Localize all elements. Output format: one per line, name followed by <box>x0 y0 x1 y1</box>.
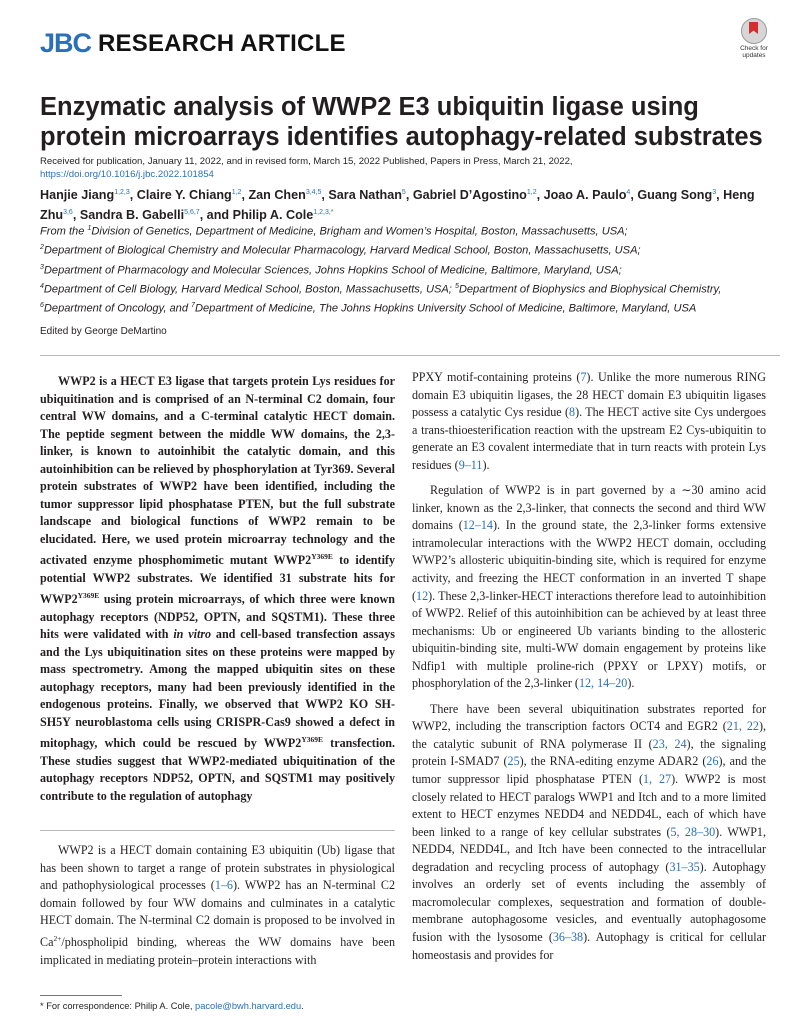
author-affiliation-marker: 1,2 <box>231 189 242 196</box>
body-paragraph-1 <box>412 369 766 474</box>
article-title: Enzymatic analysis of WWP2 E3 ubiquitin ligase using protein microarrays identifies autophagy-related substrates <box>40 93 763 151</box>
author-separator: , <box>72 208 80 223</box>
author-affiliation-marker: 3,6 <box>63 209 73 217</box>
journal-logo: JBC <box>40 28 92 58</box>
author-separator: , <box>129 188 137 203</box>
author-name: Gabriel D’Agostino <box>412 188 527 203</box>
reference-link[interactable]: 12, 14–20 <box>578 676 628 691</box>
correspondence-footnote: * For correspondence: Philip A. Cole, pacole@bwh.harvard.edu. <box>40 1001 304 1011</box>
affiliation-3: $^3$Department of Pharmacology and Molecular Sciences, Johns Hopkins School of Medicine, Baltimore, Maryland, USA; <box>40 263 622 277</box>
author-name: Hanjie Jiang <box>40 188 115 203</box>
header-divider <box>40 355 780 356</box>
body-text: ). WWP1, NEDD4, NEDD4L, and Itch have been connected to the intracellular degradation and recycling process of autophagy ( <box>412 824 766 874</box>
author-separator: , <box>716 188 724 203</box>
author-separator: , <box>241 188 249 203</box>
affiliations <box>40 221 780 317</box>
reference-link[interactable]: 26 <box>706 754 719 769</box>
affiliation-4: $^4$Department of Cell Biology, Harvard Medical School, Boston, Massachusetts, USA; $^5$Department of Biophysics and Biophysical Chemistry, $^6$Department of Oncology, and $^7$Department of Medicine, The Johns Hopkins University School of Medicine, Baltimore, Maryland, USA <box>40 282 722 315</box>
author-separator: , <box>630 188 638 203</box>
author-name: Claire Y. Chiang <box>136 188 232 203</box>
body-paragraph-2 <box>412 482 766 693</box>
article-type-label: RESEARCH ARTICLE <box>98 30 346 57</box>
author-separator: , <box>405 188 413 203</box>
body-text: There have been several ubiquitination substrates reported for WWP2, including the transcription factors OCT4 and EGR2 ( <box>412 701 766 734</box>
body-text: ). Unlike the more numerous RING domain E3 ubiquitin ligases, the 28 HECT domain E3 ubiquitin ligases possess a catalytic Cys residue ( <box>412 370 766 420</box>
badge-label: Check for updates <box>740 45 768 59</box>
body-text: ). Autophagy involves an orderly set of events including the assembly of macromolecular complexes, sequestration and formation of double-membrane autophagosome vesicles, and eventually autophagosome fusion with the lysosome ( <box>412 859 766 944</box>
author-name: Zan Chen <box>248 188 306 203</box>
reference-link[interactable]: 8 <box>569 405 576 420</box>
reference-link[interactable]: 12 <box>416 588 429 603</box>
author-name: Heng Zhu <box>40 188 755 223</box>
body-text: ), the signaling protein I-SMAD7 ( <box>412 736 767 769</box>
body-text: ). Autophagy is critical for cellular homeostasis and provides for <box>412 929 766 962</box>
author-name: Guang Song <box>637 188 713 203</box>
reference-link[interactable]: 1–6 <box>214 878 233 893</box>
author-affiliation-marker: 3 <box>712 189 717 196</box>
journal-header <box>40 24 780 64</box>
doi-link[interactable]: https://doi.org/10.1016/j.jbc.2022.101854 <box>40 169 214 180</box>
reference-link[interactable]: 31–35 <box>669 859 700 874</box>
body-text: ). These 2,3-linker-HECT interactions therefore lead to autoinhibition of WWP2. Relief of this autoinhibition can be achieved by at least three mechanisms: Ub or engineered Ub variants binding to the allosteric ubiquitin-binding site, multi-WW domain engagement by proteins like Ndfip1 with multiple proline-rich (PPXY or LPXY) motifs, or phosphorylation of the 2,3-linker ( <box>412 588 766 691</box>
reference-link[interactable]: 21, 22 <box>726 719 759 734</box>
author-separator: , and <box>199 208 233 223</box>
abstract-divider <box>40 830 395 831</box>
author-affiliation-marker: 5,6,7 <box>184 209 200 217</box>
author-affiliation-marker: 1,2,3,* <box>313 209 334 217</box>
bookmark-icon <box>741 18 767 44</box>
affiliation-1: From the $^1$Division of Genetics, Department of Medicine, Brigham and Women’s Hospital, Boston, Massachusetts, USA; <box>40 225 628 238</box>
body-paragraph-3 <box>412 701 766 964</box>
reference-link[interactable]: 36–38 <box>552 929 584 944</box>
author-affiliation-marker: 3,4,5 <box>305 189 322 196</box>
publication-dates: Received for publication, January 11, 2022, and in revised form, March 15, 2022 Published, Papers in Press, March 21, 2022, <box>40 156 573 167</box>
author-name: Philip A. Cole <box>232 208 314 223</box>
author-list <box>40 184 780 224</box>
author-affiliation-marker: 1,2,3 <box>114 189 130 196</box>
body-text: ). <box>482 457 490 472</box>
author-affiliation-marker: 4 <box>626 189 631 196</box>
right-column <box>412 369 766 972</box>
check-for-updates-badge[interactable] <box>734 16 774 62</box>
edited-by: Edited by George DeMartino <box>40 326 167 337</box>
body-text: ). In the ground state, the 2,3-linker forms extensive intramolecular interactions with the WWP2 HECT domain, occluding WWP2’s allosteric ubiquitin-binding site, which is required for enzyme activity, and freezing the HECT conformation in an inverted T shape ( <box>412 518 766 603</box>
reference-link[interactable]: 7 <box>580 370 587 384</box>
body-text: PPXY motif-containing proteins ( <box>412 370 581 384</box>
author-separator: , <box>321 188 329 203</box>
body-text: ), and the tumor suppressor lipid phosphatase PTEN ( <box>412 754 766 787</box>
body-text: ). WWP2 is most closely related to HECT paralogs WWP1 and Itch and to a more limited extent to HECT enzymes NEDD4 and NEDD4L, each of which have been linked to a range of key cellular substrates ( <box>412 772 766 839</box>
author-name: Joao A. Paulo <box>543 188 627 203</box>
author-affiliation-marker: 5 <box>401 189 406 196</box>
reference-link[interactable]: 23, 24 <box>652 736 687 751</box>
body-text: Regulation of WWP2 is in part governed by a ∼30 amino acid linker, known as the 2,3-linker, that connects the second and third WW domains ( <box>412 483 766 533</box>
author-affiliation-marker: 1,2 <box>526 189 537 196</box>
reference-link[interactable]: 9–11 <box>458 457 483 472</box>
body-text: ). <box>627 676 635 691</box>
correspondence-email-link[interactable]: pacole@bwh.harvard.edu <box>195 1001 302 1011</box>
author-separator: , <box>536 188 544 203</box>
body-text: ), the RNA-editing enzyme ADAR2 ( <box>519 754 707 769</box>
body-text: ), the catalytic subunit of RNA polymerase II ( <box>412 719 766 751</box>
footnote-divider <box>40 995 122 996</box>
reference-link[interactable]: 5, 28–30 <box>670 824 716 839</box>
reference-link[interactable]: 1, 27 <box>642 772 672 787</box>
abstract: WWP2 is a HECT E3 ligase that targets protein Lys residues for ubiquitination and is comprised of an N-terminal C2 domain, four central WW domains, and a C-terminal catalytic HECT domain. The peptide segment between the middle WW domains, the 2,3-linker, is known to autoinhibit the catalytic domain, and this autoinhibition can be relieved by phosphorylation at Tyr369. Several protein substrates of WWP2 have been identified, including the tumor suppressor lipid phosphatase PTEN, but the full substrate landscape and biological functions of WWP2 remain to be elucidated. Here, we used protein microarray technology and the activated enzyme phosphomimetic mutant $WWP2^{Y369E}$ to identify potential WWP2 substrates. We identified 31 substrate hits for $WWP2^{Y369E}$ using protein microarrays, of which three were known autophagy receptors (NDP52, OPTN, and SQSTM1). These three hits were validated with in vitro and cell-based transfection assays and the Lys ubiquitination sites on these proteins were mapped by mass spectrometry. Among the mapped ubiquitin sites on these autophagy receptors, many had been previously identified in the endogenous proteins. Finally, we observed that WWP2 KO SH-SH5Y neuroblastoma cells using CRISPR-Cas9 showed a defect in mitophagy, which could be rescued by $WWP2^{Y369E}$ transfection. These studies suggest that WWP2-mediated ubiquitination of the autophagy receptors NDP52, OPTN, and SQSTM1 may positively contribute to the regulation of autophagy <box>40 374 395 803</box>
author-name: Sandra B. Gabelli <box>79 208 185 223</box>
intro-paragraph: WWP2 is a HECT domain containing E3 ubiquitin (Ub) ligase that has been shown to target a range of protein substrates in physiological and pathophysiological processes (1–6). WWP2 has an N-terminal C2 domain followed by four WW domains and culminates in a catalytic HECT domain. The N-terminal C2 domain is proposed to be involved in $Ca^{2+}$/phospholipid binding, whereas the WW domains have been implicated in mediating protein–protein interactions with <box>40 843 395 967</box>
affiliation-2: $^2$Department of Biological Chemistry and Molecular Pharmacology, Harvard Medical School, Boston, Massachusetts, USA; <box>40 244 641 257</box>
reference-link[interactable]: 12–14 <box>462 518 493 533</box>
body-text: ). The HECT active site Cys undergoes a trans-thioesterification reaction with the upstream E2 Cys-ubiquitin to generate an E3 covalent intermediate that in turn reacts with protein Lys residues ( <box>412 405 766 472</box>
author-name: Sara Nathan <box>328 188 402 203</box>
reference-link[interactable]: 25 <box>507 754 520 769</box>
